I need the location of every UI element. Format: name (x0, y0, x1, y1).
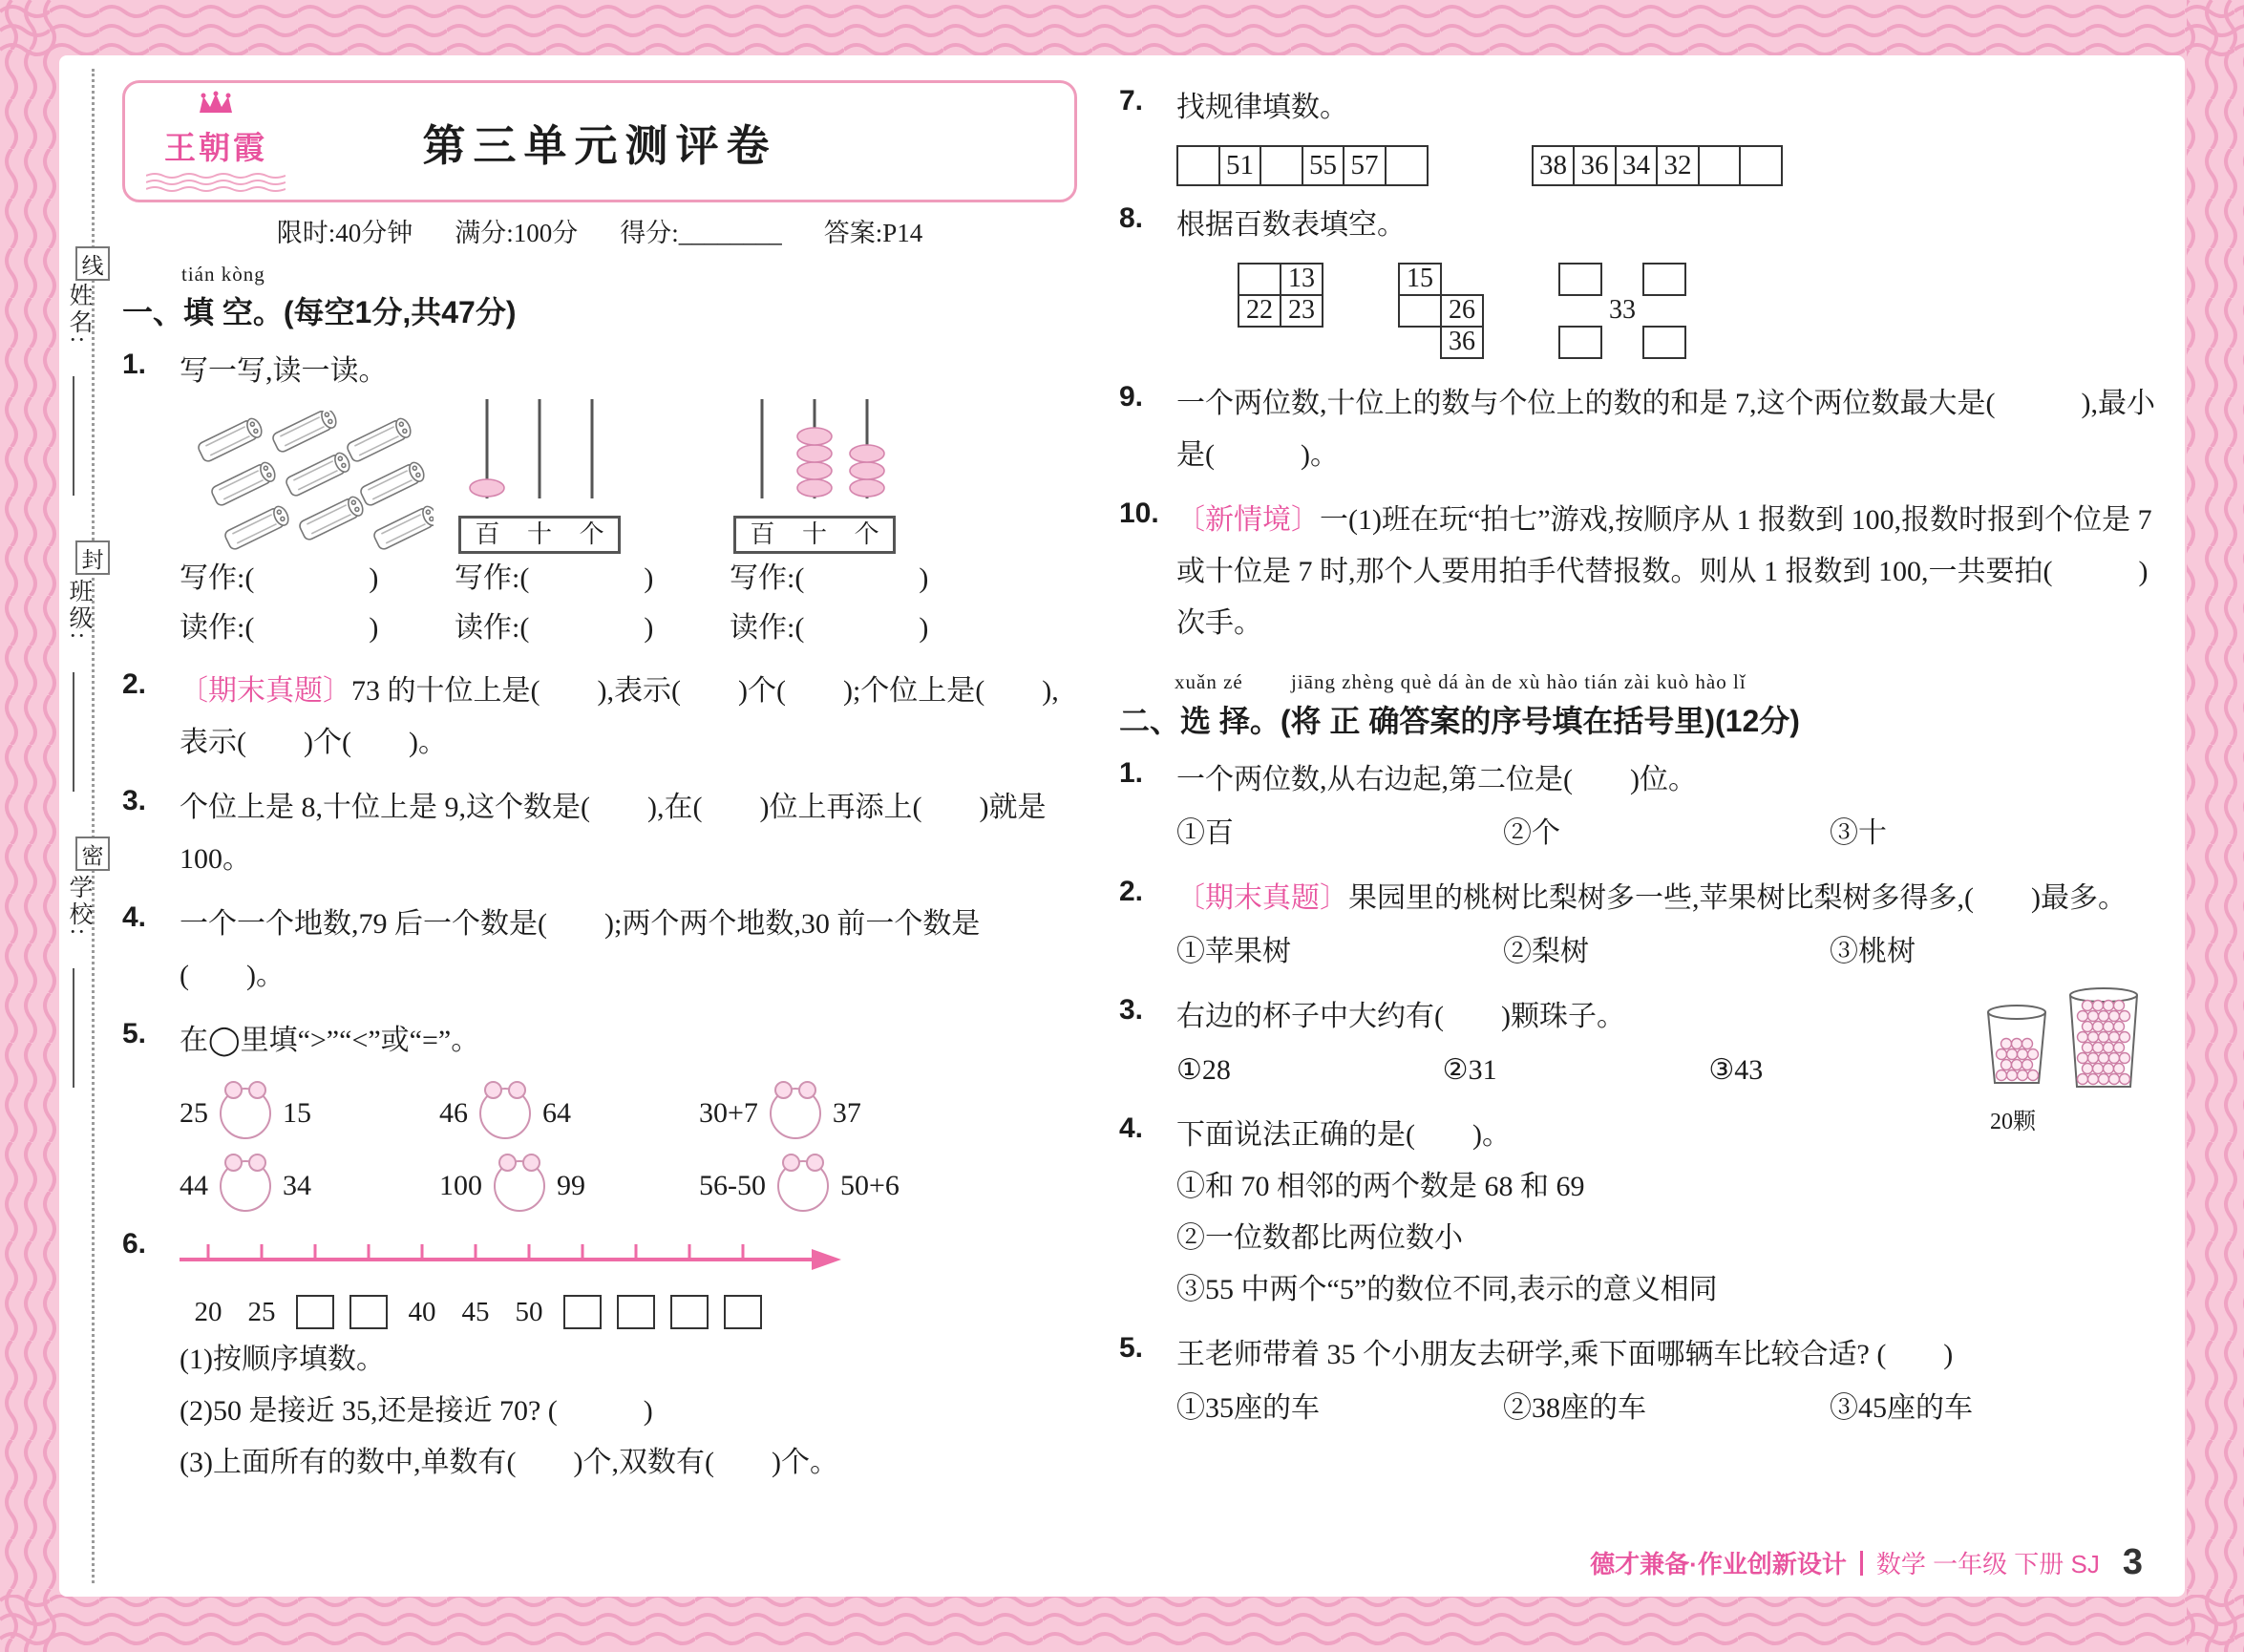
question-4 (122, 899, 1077, 1002)
full-score: 满分:100分 (455, 219, 579, 247)
question-9 (1119, 378, 2156, 481)
question-8-number: 8. (1119, 202, 1144, 234)
left-value: 44 (180, 1170, 208, 1202)
compare-item (180, 1088, 439, 1139)
brand-logo (140, 91, 291, 201)
right-value: 15 (283, 1097, 311, 1130)
question-6 (122, 1225, 1077, 1489)
crown-icon (194, 91, 238, 116)
new-context-tag: 〔新情境〕 (1176, 504, 1320, 536)
choice-2-options (1176, 926, 2156, 978)
read-as-blank: 读作:( ) (730, 611, 929, 644)
compare-circle[interactable] (777, 1160, 829, 1212)
question-6-sub3: (3)上面所有的数中,单数有( )个,双数有( )个。 (180, 1447, 838, 1479)
choice-3-number: 3. (1119, 994, 1144, 1026)
option-2[interactable]: ②38座的车 (1503, 1392, 1646, 1424)
test-meta (122, 212, 1077, 249)
table-cell: 55 (1302, 145, 1345, 186)
school-label: 学校: (66, 875, 92, 938)
question-10 (1119, 495, 2156, 649)
question-10-number: 10. (1119, 498, 1159, 529)
name-write-line (73, 376, 74, 496)
chart-cell: 33 (1609, 295, 1636, 326)
time-limit: 限时:40分钟 (276, 219, 413, 247)
read-as-blank: 读作:( ) (180, 611, 379, 644)
right-value: 37 (832, 1097, 861, 1130)
write-as-blank: 写作:( ) (180, 562, 379, 594)
number-label: 20 (194, 1297, 222, 1328)
compare-circle[interactable] (770, 1088, 821, 1139)
binding-margin (59, 55, 107, 1597)
compare-item (439, 1160, 699, 1212)
question-9-text: 一个两位数,十位上的数与个位上的数的和是 7,这个两位数最大是( ),最小是( )。 (1176, 388, 2155, 471)
number-line (180, 1235, 1077, 1334)
chart-fragment-3 (1558, 263, 1688, 361)
option-3[interactable]: ③45座的车 (1830, 1392, 1973, 1424)
question-3-number: 3. (122, 785, 147, 817)
option-3[interactable]: ③43 (1708, 1054, 1764, 1086)
chart-cell[interactable] (1642, 326, 1686, 359)
footer-brand: 德才兼备·作业创新设计 (1590, 1550, 1847, 1578)
section-1-pinyin: tián kòng (181, 263, 265, 286)
answer-box[interactable] (724, 1295, 762, 1329)
choice-4-number: 4. (1119, 1112, 1144, 1144)
table-cell[interactable] (1385, 145, 1429, 186)
compare-item (439, 1088, 699, 1139)
seal-char-3: 密 (75, 837, 110, 871)
choice-4-text: 下面说法正确的是( )。 (1176, 1119, 1511, 1151)
write-as-blank: 写作:( ) (455, 562, 654, 594)
left-value: 25 (180, 1097, 208, 1130)
option-1[interactable]: ①35座的车 (1176, 1392, 1320, 1424)
question-3-text: 个位上是 8,十位上是 9,这个数是( ),在( )位上再添上( )就是 100。 (180, 792, 1047, 876)
seal-char-2: 封 (75, 540, 110, 575)
answer-ref: 答案:P14 (823, 219, 923, 247)
page-title: 第三单元测评卷 (422, 120, 777, 170)
question-5-number: 5. (122, 1018, 147, 1050)
option-1[interactable]: ①和 70 相邻的两个数是 68 和 69 (1176, 1171, 1585, 1202)
option-3[interactable]: ③55 中两个“5”的数位不同,表示的意义相同 (1176, 1274, 1718, 1305)
question-2-text: 73 的十位上是( ),表示( )个( );个位上是( ),表示( )个( )。 (180, 675, 1059, 759)
choice-1-number: 1. (1119, 757, 1144, 789)
rod-label-ones: 个 (579, 519, 604, 548)
rod-label-ones: 个 (854, 519, 879, 548)
write-as-blank: 写作:( ) (730, 562, 929, 594)
compare-item (699, 1088, 861, 1139)
number-label: 40 (408, 1297, 436, 1328)
pattern-tables (1176, 145, 2156, 186)
table-cell: 38 (1532, 145, 1576, 186)
question-1-figures (180, 401, 1077, 652)
choice-1-text: 一个两位数,从右边起,第二位是( )位。 (1176, 764, 1697, 795)
option-3[interactable]: ③桃树 (1830, 936, 1916, 967)
choice-2-text (1176, 873, 2156, 924)
choice-5-number: 5. (1119, 1332, 1144, 1364)
bead-cups-figure (1975, 985, 2156, 1135)
compare-circle[interactable] (494, 1160, 545, 1212)
class-label: 班级: (66, 579, 92, 642)
choice-1-options (1176, 808, 2156, 859)
choice-1 (1119, 754, 2156, 859)
cups-icon (1975, 985, 2151, 1098)
answer-box[interactable] (670, 1295, 709, 1329)
question-6-sub2: (2)50 是接近 35,还是接近 70? ( ) (180, 1395, 653, 1428)
rod-label-hundreds: 百 (475, 519, 500, 548)
option-1[interactable]: ①苹果树 (1176, 936, 1291, 967)
page-footer (1590, 1542, 2143, 1583)
compare-row-1 (180, 1088, 1077, 1139)
question-2 (122, 666, 1077, 769)
option-1[interactable]: ①百 (1176, 817, 1234, 849)
class-write-line (73, 672, 74, 792)
question-8 (1119, 200, 2156, 365)
question-6-number: 6. (122, 1228, 147, 1260)
compare-circle[interactable] (479, 1088, 531, 1139)
hundred-chart-fragments (1238, 263, 2156, 361)
answer-box[interactable] (349, 1295, 388, 1329)
choice-4 (1119, 1110, 2156, 1316)
stick-bundles-icon (183, 411, 434, 554)
table-cell[interactable] (1739, 145, 1783, 186)
question-4-number: 4. (122, 901, 147, 934)
question-7-text: 找规律填数。 (1176, 92, 1348, 123)
abacus-icon-1 (458, 397, 621, 554)
compare-circle[interactable] (220, 1160, 271, 1212)
question-7 (1119, 82, 2156, 186)
section-2-title: 二、选 择。(将 正 确答案的序号填在括号里)(12分) (1119, 704, 1800, 738)
section-2-heading (1119, 667, 2156, 741)
left-value: 100 (439, 1170, 482, 1202)
question-1-number: 1. (122, 349, 147, 380)
question-1 (122, 346, 1077, 652)
chart-fragment-2 (1398, 263, 1486, 361)
footer-book-info: 数学 一年级 下册 SJ (1875, 1550, 2100, 1578)
footer-divider (1860, 1551, 1863, 1576)
chart-cell[interactable] (1398, 294, 1442, 328)
chart-cell: 26 (1440, 294, 1484, 328)
left-value: 46 (439, 1097, 468, 1130)
abacus-icon-2 (733, 397, 896, 554)
option-2[interactable]: ②一位数都比两位数小 (1176, 1222, 1463, 1254)
option-2[interactable]: ②个 (1503, 817, 1560, 849)
title-box (122, 80, 1077, 202)
section-1-heading (122, 263, 1077, 332)
number-line-arrow (180, 1235, 842, 1273)
answer-box[interactable] (563, 1295, 602, 1329)
question-7-number: 7. (1119, 85, 1144, 116)
question-4-text: 一个一个地数,79 后一个数是( );两个两个地数,30 前一个数是( )。 (180, 908, 981, 992)
chart-cell: 13 (1280, 263, 1323, 296)
logo-wave-decoration (146, 172, 286, 193)
cup-count-label: 20颗 (1990, 1110, 2036, 1134)
number-label: 50 (515, 1297, 543, 1328)
question-5-text: 在◯里填“>”“<”或“=”。 (180, 1025, 480, 1057)
left-value: 30+7 (699, 1097, 758, 1130)
choice-3 (1119, 991, 2156, 1134)
choice-2-body: 果园里的桃树比梨树多一些,苹果树比梨树多得多,( )最多。 (1348, 882, 2127, 914)
option-1[interactable]: ①28 (1176, 1054, 1231, 1086)
choice-3-options (1176, 1045, 1975, 1096)
choice-2-number: 2. (1119, 876, 1144, 907)
table-cell: 32 (1656, 145, 1700, 186)
exam-tag: 〔期末真题〕 (180, 675, 351, 708)
compare-circle[interactable] (220, 1088, 271, 1139)
choice-2 (1119, 873, 2156, 978)
choice-3-text: 右边的杯子中大约有( )颗珠子。 (1176, 1001, 1625, 1032)
choice-5-text: 王老师带着 35 个小朋友去研学,乘下面哪辆车比较合适? ( ) (1176, 1339, 1954, 1370)
seal-char-1: 线 (75, 246, 110, 281)
rod-label-tens: 十 (802, 519, 828, 548)
table-cell: 36 (1573, 145, 1617, 186)
choice-5 (1119, 1329, 2156, 1434)
right-value: 99 (557, 1170, 585, 1202)
right-value: 64 (542, 1097, 571, 1130)
table-cell[interactable] (1260, 145, 1303, 186)
rod-label-hundreds: 百 (750, 519, 775, 548)
left-value: 56-50 (699, 1170, 766, 1202)
number-line-labels (180, 1290, 1077, 1334)
question-8-text: 根据百数表填空。 (1176, 209, 1406, 241)
number-label: 45 (461, 1297, 490, 1328)
pattern-table-1 (1176, 145, 1429, 186)
right-value: 50+6 (840, 1170, 900, 1202)
chart-cell: 22 (1238, 294, 1281, 328)
rod-label-tens: 十 (527, 519, 553, 548)
right-value: 34 (283, 1170, 311, 1202)
chart-cell: 15 (1398, 263, 1442, 296)
table-cell[interactable] (1176, 145, 1220, 186)
question-10-text: 一(1)班在玩“拍七”游戏,按顺序从 1 报数到 100,报数时报到个位是 7 或十位是 7 时,那个人要用拍手代替报数。则从 1 报数到 100,一共要拍( )次手。 (1176, 504, 2152, 639)
compare-item (699, 1160, 900, 1212)
page-number: 3 (2122, 1542, 2143, 1582)
name-label: 姓名: (66, 283, 92, 346)
question-2-number: 2. (122, 668, 147, 701)
table-cell: 51 (1218, 145, 1262, 186)
option-2[interactable]: ②31 (1442, 1054, 1497, 1086)
school-write-line (73, 968, 74, 1088)
worksheet-page (59, 55, 2185, 1597)
abacus-base-labels (733, 516, 896, 554)
table-cell: 34 (1615, 145, 1659, 186)
abacus-base-labels (458, 516, 621, 554)
table-cell: 57 (1343, 145, 1387, 186)
answer-box[interactable] (296, 1295, 334, 1329)
chart-cell: 36 (1440, 326, 1484, 359)
brand-name: 王朝霞 (164, 130, 267, 165)
section-1-title: 一、填 空。(每空1分,共47分) (122, 295, 517, 329)
choice-5-options (1176, 1383, 2156, 1434)
chart-cell: 23 (1280, 294, 1323, 328)
chart-cell[interactable] (1558, 326, 1602, 359)
question-1-text: 写一写,读一读。 (180, 355, 388, 387)
read-as-blank: 读作:( ) (455, 611, 654, 644)
compare-row-2 (180, 1160, 1077, 1212)
question-6-sub1: (1)按顺序填数。 (180, 1344, 385, 1376)
chart-cell[interactable] (1558, 263, 1602, 296)
section-2-pinyin: xuǎn zé jiāng zhèng què dá àn de xù hào tián zài kuò hào lǐ (1175, 670, 1747, 693)
option-3[interactable]: ③十 (1830, 817, 1887, 849)
pattern-table-2 (1532, 145, 1784, 186)
answer-box[interactable] (617, 1295, 655, 1329)
question-9-number: 9. (1119, 381, 1144, 413)
score-blank: 得分:________ (620, 219, 782, 247)
table-cell[interactable] (1698, 145, 1742, 186)
chart-fragment-1 (1238, 263, 1325, 329)
number-label: 25 (247, 1297, 276, 1328)
question-3 (122, 782, 1077, 885)
chart-cell[interactable] (1642, 263, 1686, 296)
exam-tag: 〔期末真题〕 (1176, 882, 1348, 914)
compare-item (180, 1160, 439, 1212)
option-2[interactable]: ②梨树 (1503, 936, 1589, 967)
question-5 (122, 1015, 1077, 1212)
